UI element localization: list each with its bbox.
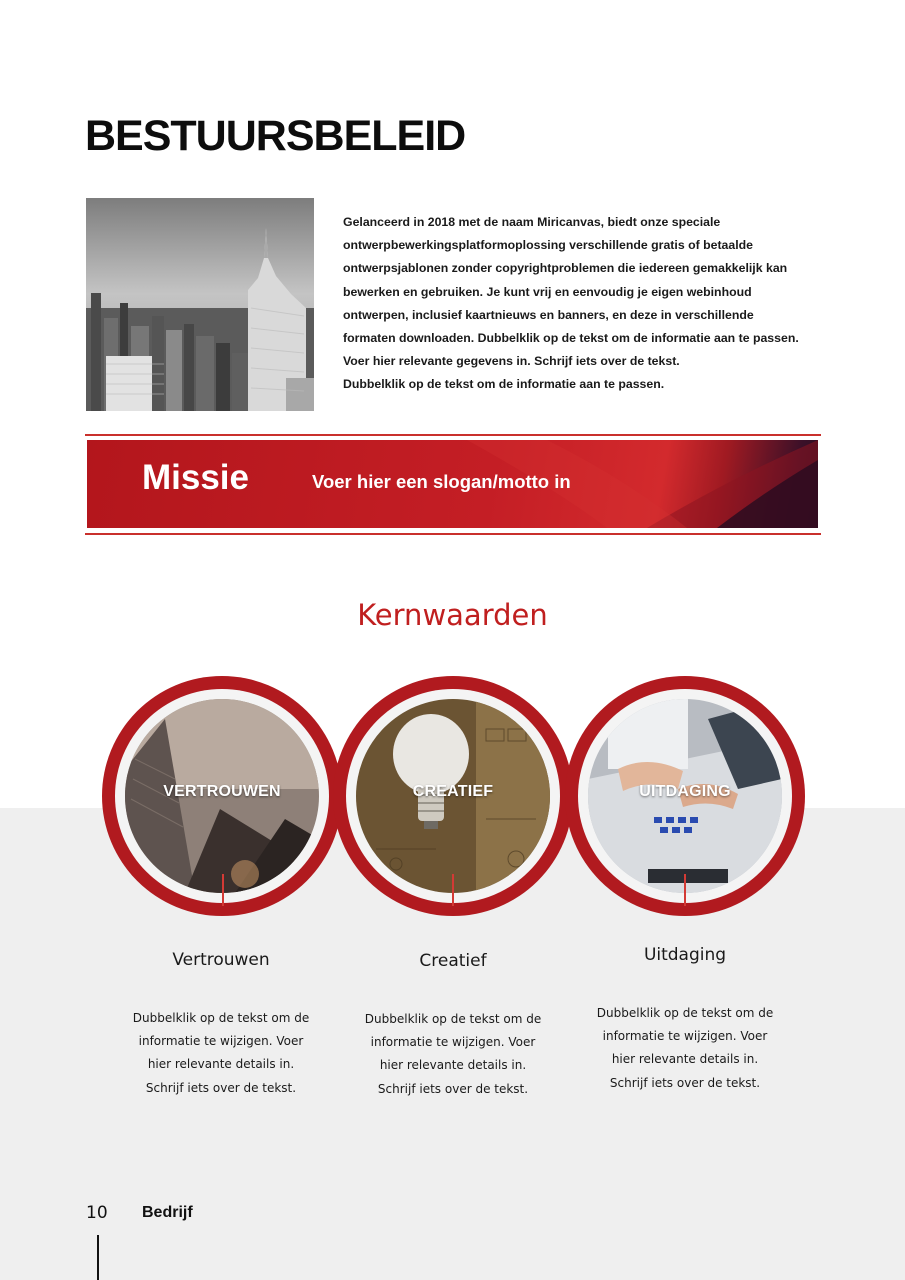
intro-line: formaten downloaden. Dubbelklik op de tekst om de informatie aan te passen. bbox=[343, 331, 799, 346]
intro-line: Voer hier relevante gegevens in. Schrijf iets over de tekst. bbox=[343, 354, 680, 369]
value-name: Creatief bbox=[419, 951, 487, 971]
mission-title: Missie bbox=[142, 458, 249, 497]
intro-line: ontwerpbewerkingsplatformoplossing verschillende gratis of betaalde bbox=[343, 238, 753, 253]
value-badge: VERTROUWEN bbox=[163, 783, 281, 800]
intro-line: Dubbelklik op de tekst om de informatie aan te passen. bbox=[343, 377, 665, 392]
intro-line: ontwerpsjablonen zonder copyrightproblemen die iedereen gemakkelijk kan bbox=[343, 261, 788, 276]
value-description-line: Schrijf iets over de tekst. bbox=[145, 1080, 297, 1095]
value-description bbox=[111, 1007, 331, 1100]
value-name: Uitdaging bbox=[643, 945, 727, 965]
intro-line: Gelanceerd in 2018 met de naam Miricanvas, biedt onze speciale bbox=[343, 215, 721, 229]
value-description-line: Dubbelklik op de tekst om de bbox=[364, 1012, 542, 1026]
page-number: 10 bbox=[86, 1203, 108, 1223]
intro-line: ontwerpen, inclusief kaartnieuws en banners, en deze in verschillende bbox=[343, 307, 754, 322]
value-description-line: hier relevante details in. bbox=[379, 1058, 527, 1073]
page-title: BESTUURSBELEID bbox=[85, 112, 466, 160]
value-description-line: Schrijf iets over de tekst. bbox=[609, 1075, 761, 1090]
value-description-line: Schrijf iets over de tekst. bbox=[377, 1081, 529, 1096]
divider-bottom bbox=[85, 533, 821, 535]
value-description-line: informatie te wijzigen. Voer bbox=[138, 1034, 304, 1049]
value-description-line: hier relevante details in. bbox=[147, 1057, 295, 1072]
value-description-line: Dubbelklik op de tekst om de bbox=[132, 1011, 310, 1025]
value-connector bbox=[452, 874, 454, 906]
intro-line: bewerken en gebruiken. Je kunt vrij en eenvoudig je eigen webinhoud bbox=[343, 284, 752, 299]
value-connector bbox=[684, 874, 686, 906]
value-connector bbox=[222, 874, 224, 906]
value-name: Vertrouwen bbox=[172, 950, 270, 970]
divider-top bbox=[85, 434, 821, 436]
intro-paragraph bbox=[343, 211, 823, 397]
city-skyline-image bbox=[86, 198, 314, 411]
value-badge: UITDAGING bbox=[639, 783, 731, 800]
value-description bbox=[575, 1002, 795, 1095]
value-description-line: informatie te wijzigen. Voer bbox=[602, 1029, 768, 1044]
mission-banner bbox=[87, 440, 818, 528]
value-description bbox=[343, 1008, 563, 1101]
footer-divider bbox=[97, 1235, 99, 1280]
values-heading: Kernwaarden bbox=[357, 598, 548, 632]
value-description-line: hier relevante details in. bbox=[611, 1052, 759, 1067]
footer-label: Bedrijf bbox=[142, 1204, 193, 1221]
value-description-line: informatie te wijzigen. Voer bbox=[370, 1035, 536, 1050]
value-badge: CREATIEF bbox=[412, 783, 494, 800]
mission-slogan: Voer hier een slogan/motto in bbox=[312, 471, 571, 492]
value-description-line: Dubbelklik op de tekst om de bbox=[596, 1006, 774, 1020]
